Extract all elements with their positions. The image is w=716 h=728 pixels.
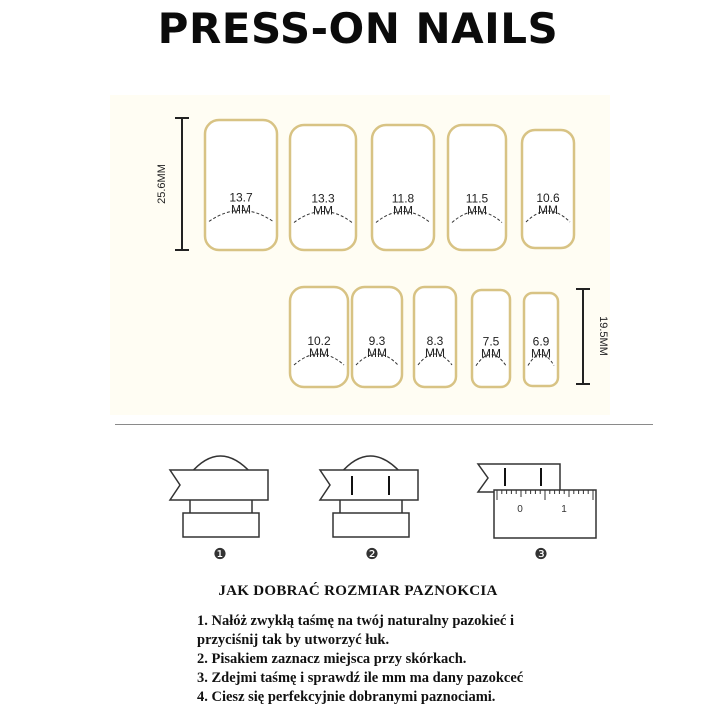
step-3-illustration	[478, 464, 596, 538]
instruction-line: 1. Nałóż zwykłą taśmę na twój naturalny pazokieć i	[197, 613, 514, 629]
measuring-steps-illustration	[0, 445, 716, 575]
step-3-number: ❸	[534, 546, 548, 563]
page-title: PRESS-ON NAILS	[157, 4, 559, 53]
instruction-line: przyciśnij tak by utworzyć łuk.	[197, 632, 390, 648]
top-row-nail-width-value: 11.5	[465, 191, 489, 206]
step-2-illustration	[320, 456, 418, 537]
top-row-nail-outline	[205, 120, 277, 250]
top-row-nail-width-value: 10.6	[536, 191, 560, 206]
nail-size-chart	[0, 90, 716, 420]
top-row-nail-outline	[522, 130, 574, 248]
guide-heading: JAK DOBRAĆ ROZMIAR PAZNOKCIA	[218, 583, 498, 599]
ruler-tick-1: 1	[561, 504, 567, 515]
guide-instructions	[197, 612, 617, 707]
instruction-line: 4. Ciesz się perfekcyjnie dobranymi paznociami.	[197, 689, 496, 705]
bottom-row-nail-width-unit: MM	[367, 346, 387, 360]
bottom-length-label: 19.5MM	[597, 316, 609, 356]
bottom-row-nail-width-unit: MM	[481, 346, 501, 361]
instruction-line: 2. Pisakiem zaznacz miejsca przy skórkach.	[197, 651, 467, 667]
bottom-row-nail-width-value: 10.2	[307, 334, 331, 348]
bottom-row-nail-width-value: 9.3	[368, 334, 386, 348]
bottom-row-nail-width-value: 6.9	[532, 334, 550, 349]
ruler-tick-0: 0	[517, 504, 523, 515]
section-divider	[115, 424, 653, 425]
top-row-nail-outline	[448, 125, 506, 250]
top-row-nail-outline	[372, 125, 434, 250]
step-1-number: ❶	[213, 546, 227, 563]
bottom-row-nail-width-unit: MM	[425, 346, 445, 360]
top-row-nail-width-value: 13.3	[311, 191, 335, 206]
instruction-line: 3. Zdejmi taśmę i sprawdź ile mm ma dany pazokceć	[197, 670, 524, 686]
bottom-row-nail-width-unit: MM	[531, 346, 551, 361]
top-row-nail-width-unit: MM	[393, 203, 413, 218]
top-row-nail-width-unit: MM	[313, 203, 333, 218]
top-row-nail-width-unit: MM	[467, 203, 487, 218]
bottom-row-nail-width-value: 7.5	[482, 334, 500, 349]
bottom-row-nail-width-value: 8.3	[426, 334, 444, 348]
bottom-row-nail-width-unit: MM	[309, 346, 329, 360]
top-row-nail-width-value: 11.8	[391, 191, 415, 206]
top-length-label: 25.6MM	[156, 164, 168, 204]
top-row-nail-width-value: 13.7	[229, 190, 253, 205]
step-2-number: ❷	[365, 546, 379, 563]
top-row-nail-width-unit: MM	[231, 202, 251, 217]
top-row-nail-outline	[290, 125, 356, 250]
step-1-illustration	[170, 456, 268, 537]
top-row-nail-width-unit: MM	[538, 203, 558, 218]
